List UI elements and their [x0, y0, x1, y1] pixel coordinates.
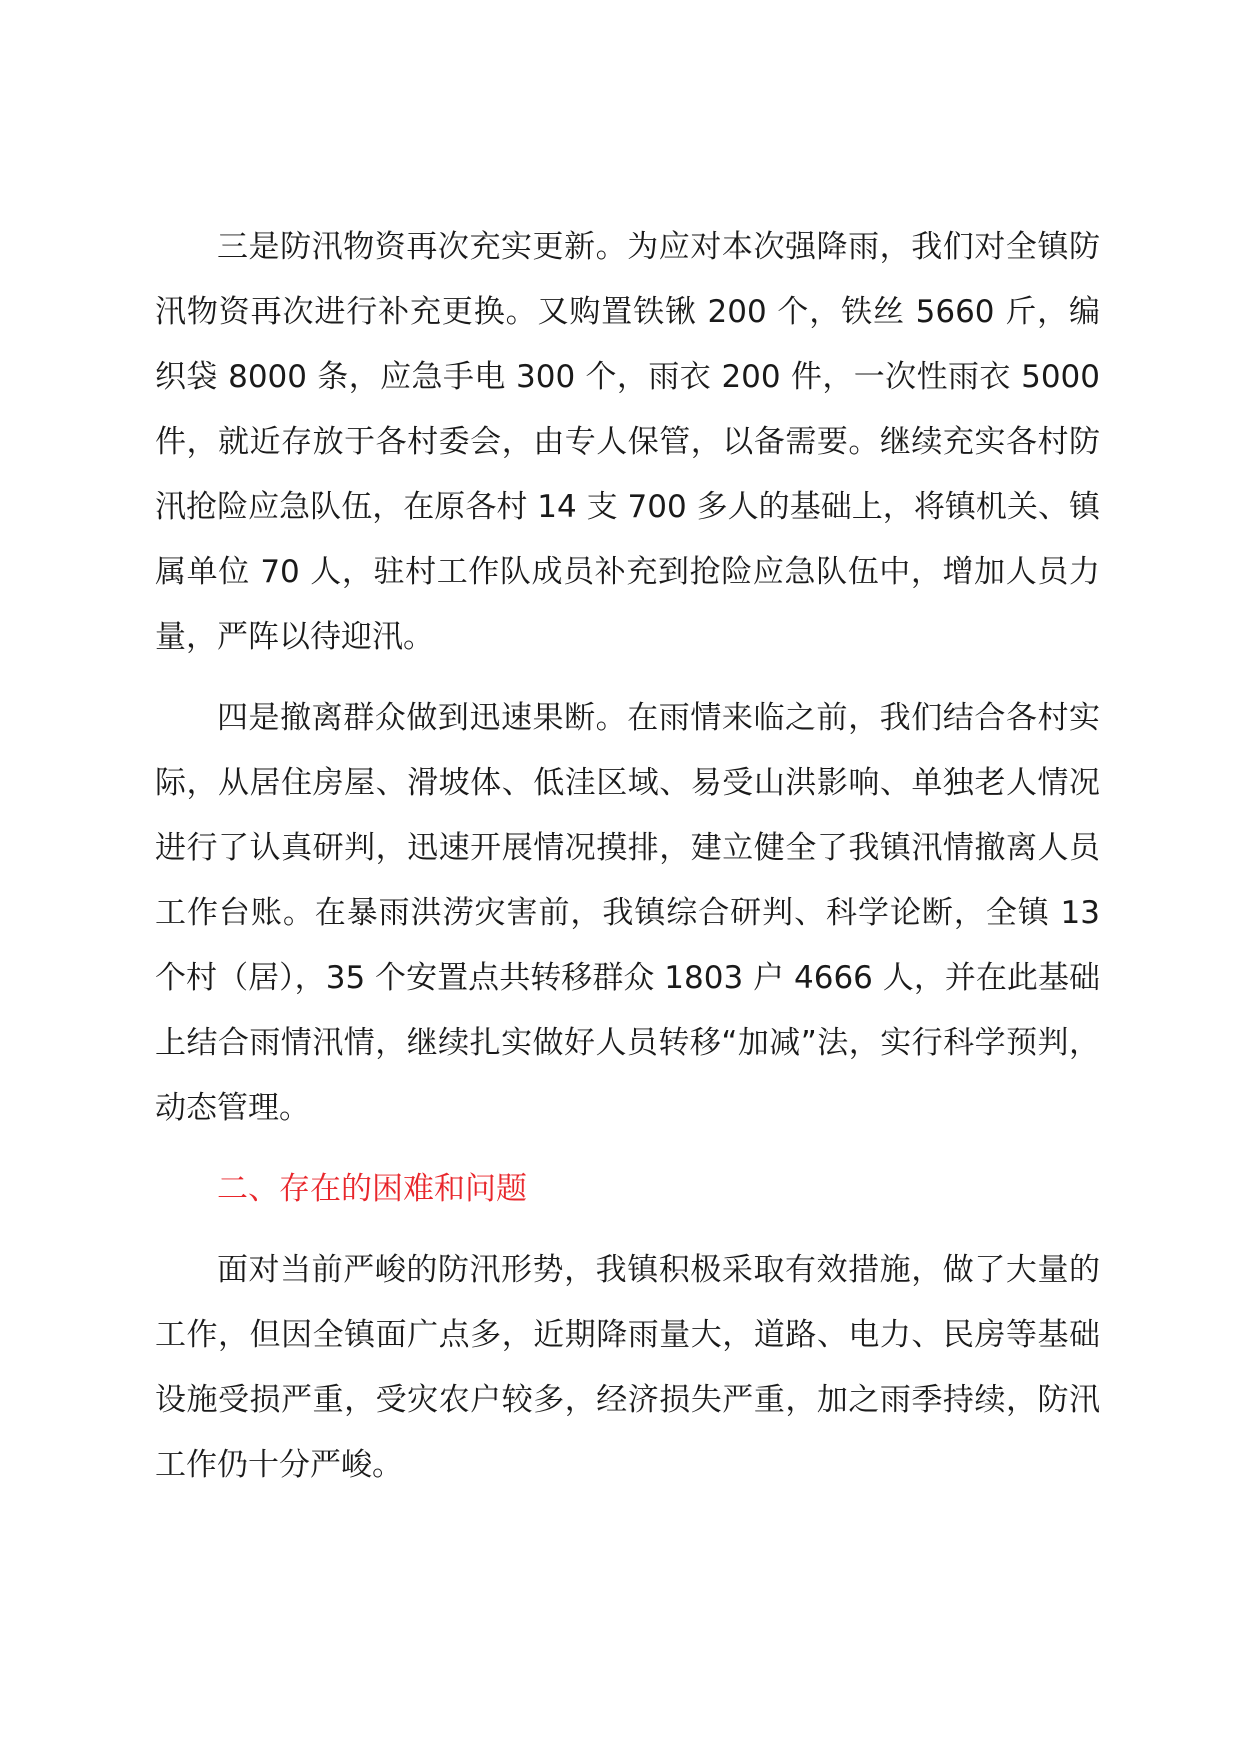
paragraph-evacuation: 四是撤离群众做到迅速果断。在雨情来临之前，我们结合各村实际，从居住房屋、滑坡体、低洼区域、易受山洪影响、单独老人情况进行了认真研判，迅速开展情况摸排，建立健全了我镇汛情撤离人员工作台账。在暴雨洪涝灾害前，我镇综合研判、科学论断，全镇 13 个村（居），35 个安置点共转移群众 1803 户 4666 人，并在此基础上结合雨情汛情，继续扎实做好人员转移“加减”法，实行科学预判，动态管理。 — [155, 700, 1100, 1126]
paragraph-difficulties: 面对当前严峻的防汛形势，我镇积极采取有效措施，做了大量的工作，但因全镇面广点多，近期降雨量大，道路、电力、民房等基础设施受损严重，受灾农户较多，经济损失严重，加之雨季持续，防汛工作仍十分严峻。 — [155, 1252, 1100, 1483]
section-heading-difficulties: 二、存在的困难和问题 — [217, 1171, 527, 1207]
document-body — [155, 215, 1100, 1498]
paragraph-flood-supplies: 三是防汛物资再次充实更新。为应对本次强降雨，我们对全镇防汛物资再次进行补充更换。又购置铁锹 200 个，铁丝 5660 斤，编织袋 8000 条，应急手电 300 个，雨衣 200 件，一次性雨衣 5000 件，就近存放于各村委会，由专人保管，以备需要。继续充实各村防汛抢险应急队伍，在原各村 14 支 700 多人的基础上，将镇机关、镇属单位 70 人，驻村工作队成员补充到抢险应急队伍中，增加人员力量，严阵以待迎汛。 — [155, 229, 1100, 655]
